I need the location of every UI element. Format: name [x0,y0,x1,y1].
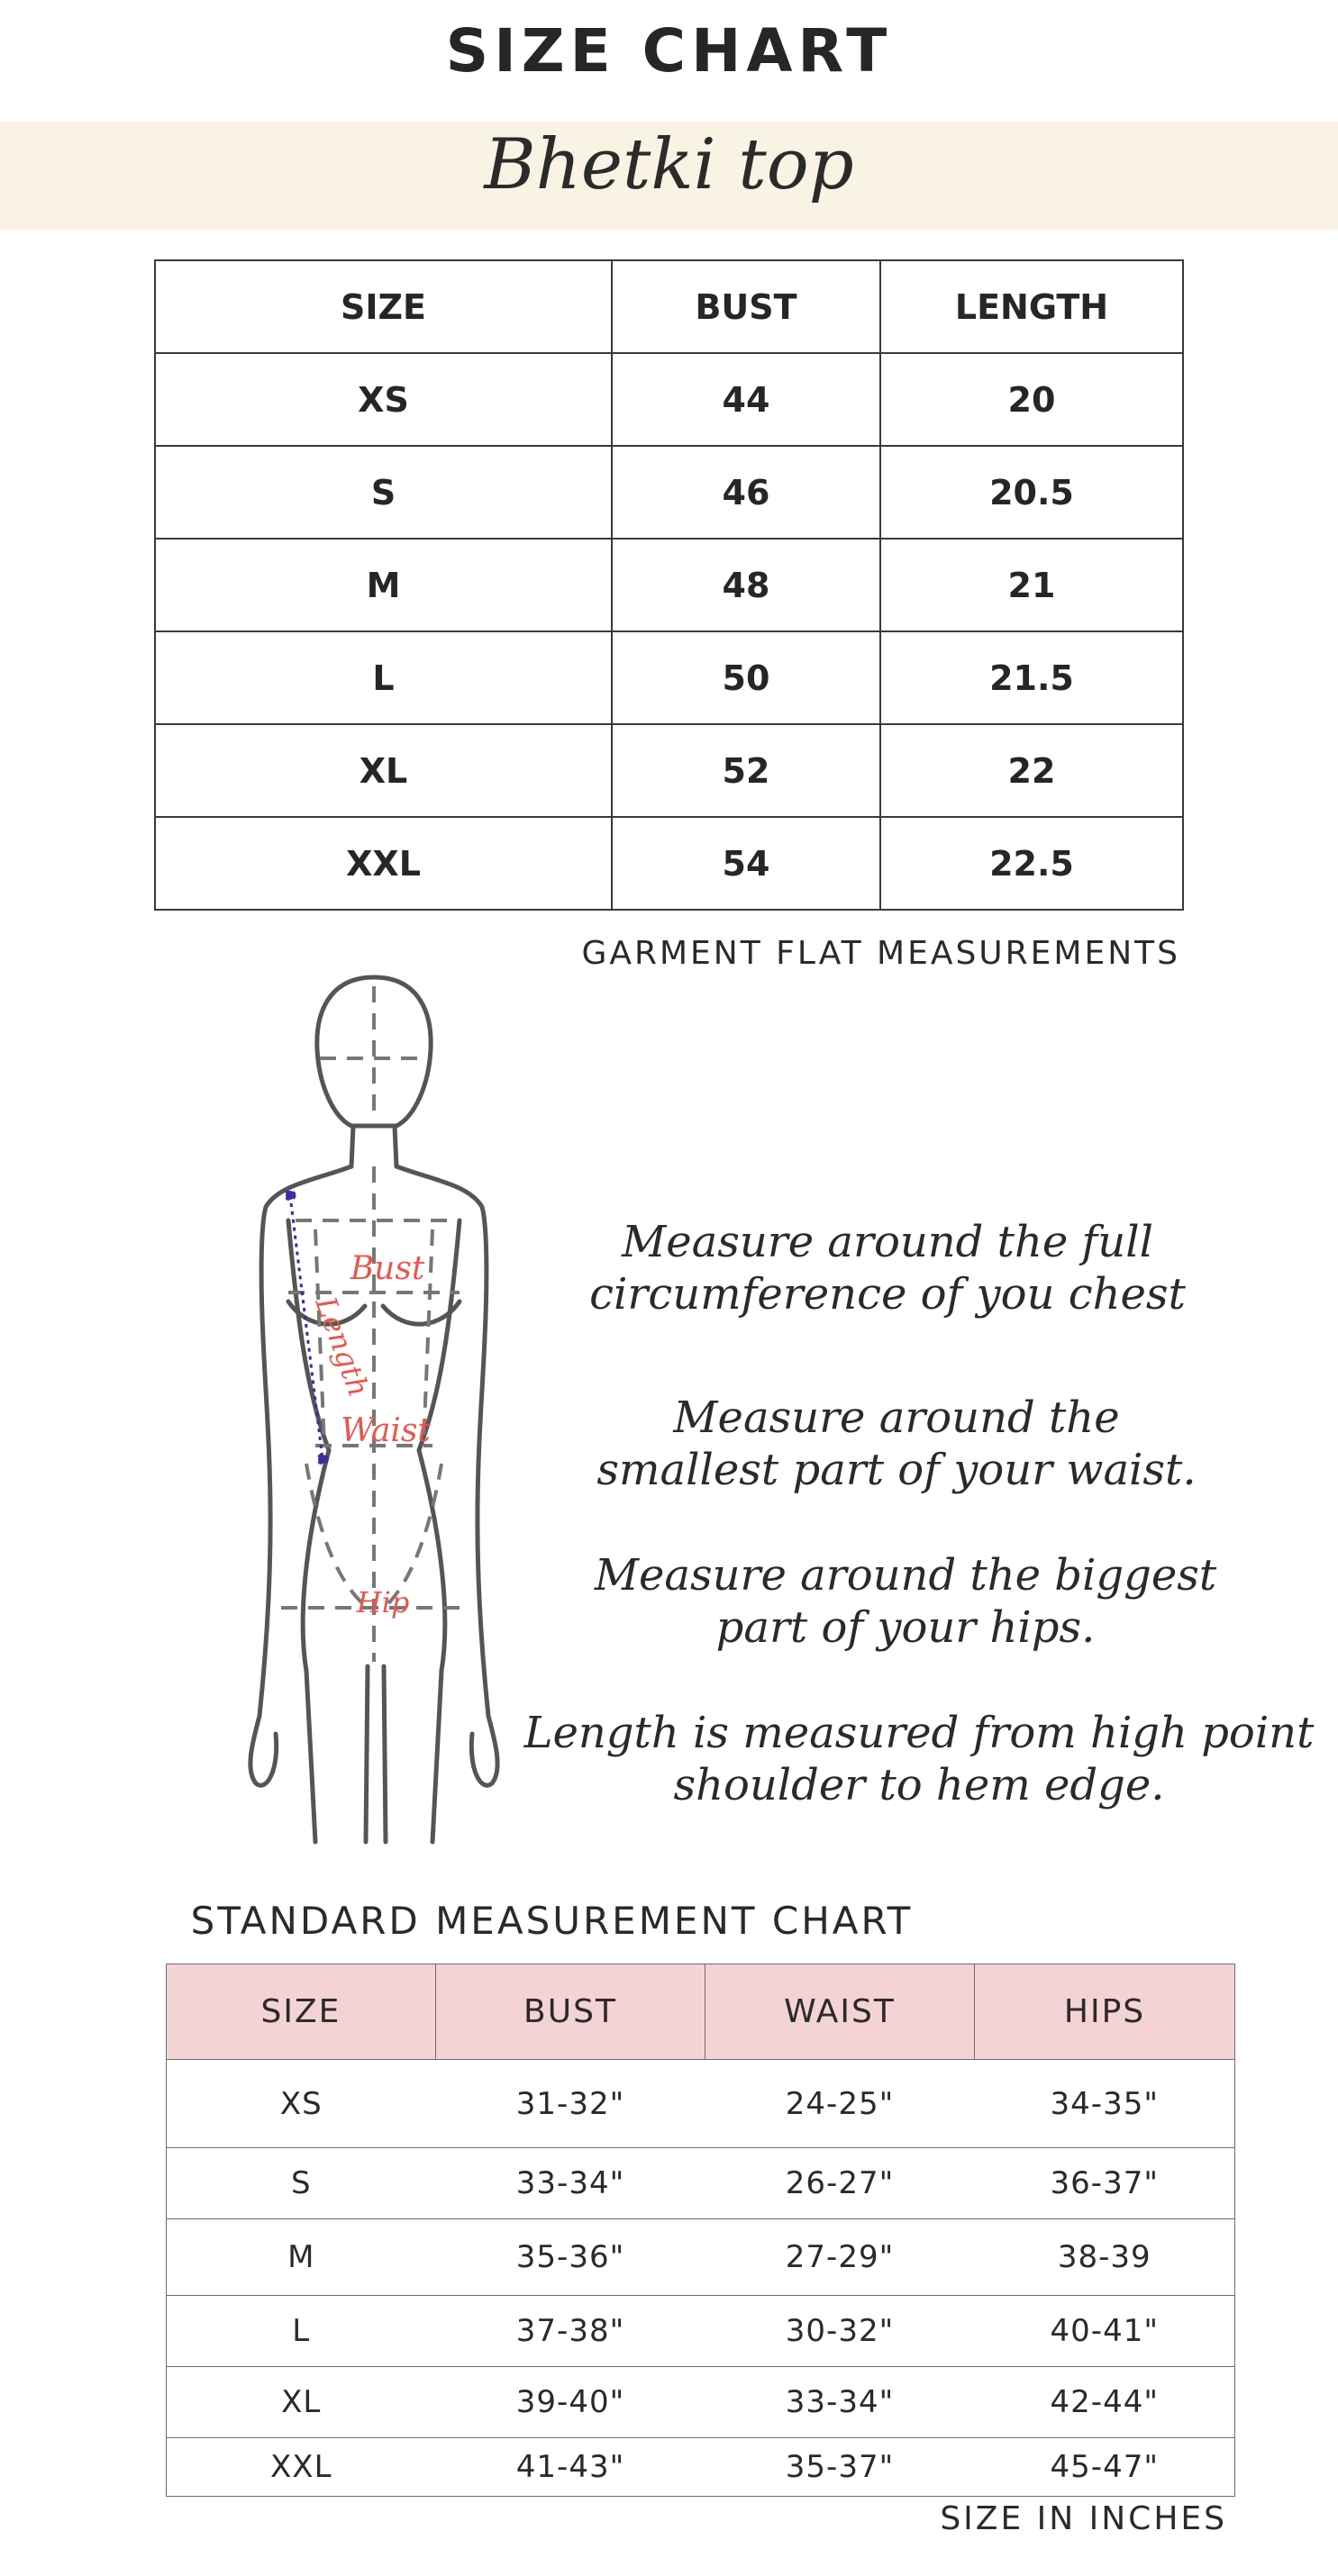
header-size: SIZE [155,260,612,353]
garment-measurement-table [154,259,1184,911]
waist-cell: 35-37" [705,2438,975,2497]
length-cell: 21 [880,539,1183,631]
hips-cell: 36-37" [975,2148,1235,2219]
body-figure-illustration [180,959,568,1851]
unit-note: SIZE IN INCHES [940,2500,1227,2537]
bust-instruction-line-1: Measure around the full [622,1217,1153,1267]
bust-cell: 35-36" [436,2219,705,2296]
length-cell: 22 [880,724,1183,817]
hips-instruction [536,1549,1275,1654]
hips-instruction-line-1: Measure around the biggest [594,1550,1217,1601]
size-cell: XS [167,2060,436,2148]
bust-instruction-line-2: circumference of you chest [589,1269,1186,1320]
waist-instruction [527,1392,1266,1496]
table-row [167,2060,1235,2148]
size-cell: XXL [167,2438,436,2497]
hips-cell: 34-35" [975,2060,1235,2148]
garment-caption: GARMENT FLAT MEASUREMENTS [581,935,1180,972]
waist-cell: 26-27" [705,2148,975,2219]
waist-cell: 24-25" [705,2060,975,2148]
table-row [167,2148,1235,2219]
product-name: Bhetki top [484,124,854,205]
size-cell: L [155,631,612,724]
bust-cell: 48 [612,539,880,631]
header-bust: BUST [612,260,880,353]
length-cell: 20 [880,353,1183,446]
table-row [167,2367,1235,2438]
table-row [155,539,1183,631]
table-row [155,446,1183,539]
header-size: SIZE [167,1964,436,2060]
waist-label: Waist [341,1412,431,1449]
size-cell: XS [155,353,612,446]
size-cell: M [155,539,612,631]
length-instruction [523,1707,1315,1811]
size-cell: XL [167,2367,436,2438]
waist-cell: 30-32" [705,2296,975,2367]
table-row [155,353,1183,446]
length-cell: 22.5 [880,817,1183,910]
header-hips: HIPS [975,1964,1235,2060]
standard-measurement-table [166,1964,1235,2497]
header-length: LENGTH [880,260,1183,353]
bust-cell: 39-40" [436,2367,705,2438]
bust-cell: 41-43" [436,2438,705,2497]
hips-cell: 45-47" [975,2438,1235,2497]
bust-cell: 52 [612,724,880,817]
size-cell: XXL [155,817,612,910]
size-cell: L [167,2296,436,2367]
bust-cell: 37-38" [436,2296,705,2367]
waist-cell: 33-34" [705,2367,975,2438]
length-instruction-line-2: shoulder to hem edge. [673,1760,1165,1810]
hips-instruction-line-2: part of your hips. [715,1602,1096,1653]
bust-cell: 44 [612,353,880,446]
waist-cell: 27-29" [705,2219,975,2296]
table-row [155,724,1183,817]
table-row [155,817,1183,910]
bust-instruction [518,1216,1257,1320]
size-cell: XL [155,724,612,817]
header-waist: WAIST [705,1964,975,2060]
hips-cell: 40-41" [975,2296,1235,2367]
bust-cell: 33-34" [436,2148,705,2219]
length-label: Length [308,1292,377,1401]
header-bust: BUST [436,1964,705,2060]
size-cell: S [167,2148,436,2219]
bust-cell: 31-32" [436,2060,705,2148]
size-cell: S [155,446,612,539]
hip-label: Hip [356,1585,410,1619]
size-cell: M [167,2219,436,2296]
length-cell: 20.5 [880,446,1183,539]
bust-cell: 50 [612,631,880,724]
bust-cell: 54 [612,817,880,910]
table-row [167,2296,1235,2367]
table-row [167,2219,1235,2296]
page-title: SIZE CHART [445,16,893,86]
bust-label: Bust [350,1250,425,1287]
hips-cell: 38-39 [975,2219,1235,2296]
table-row [155,631,1183,724]
standard-chart-title: STANDARD MEASUREMENT CHART [190,1899,914,1943]
table-row [167,2438,1235,2497]
bust-cell: 46 [612,446,880,539]
length-instruction-line-1: Length is measured from high point [523,1708,1315,1758]
hips-cell: 42-44" [975,2367,1235,2438]
length-cell: 21.5 [880,631,1183,724]
table-header-row [155,260,1183,353]
table-header-row [167,1964,1235,2060]
waist-instruction-line-2: smallest part of your waist. [596,1445,1197,1495]
waist-instruction-line-1: Measure around the [673,1392,1120,1443]
